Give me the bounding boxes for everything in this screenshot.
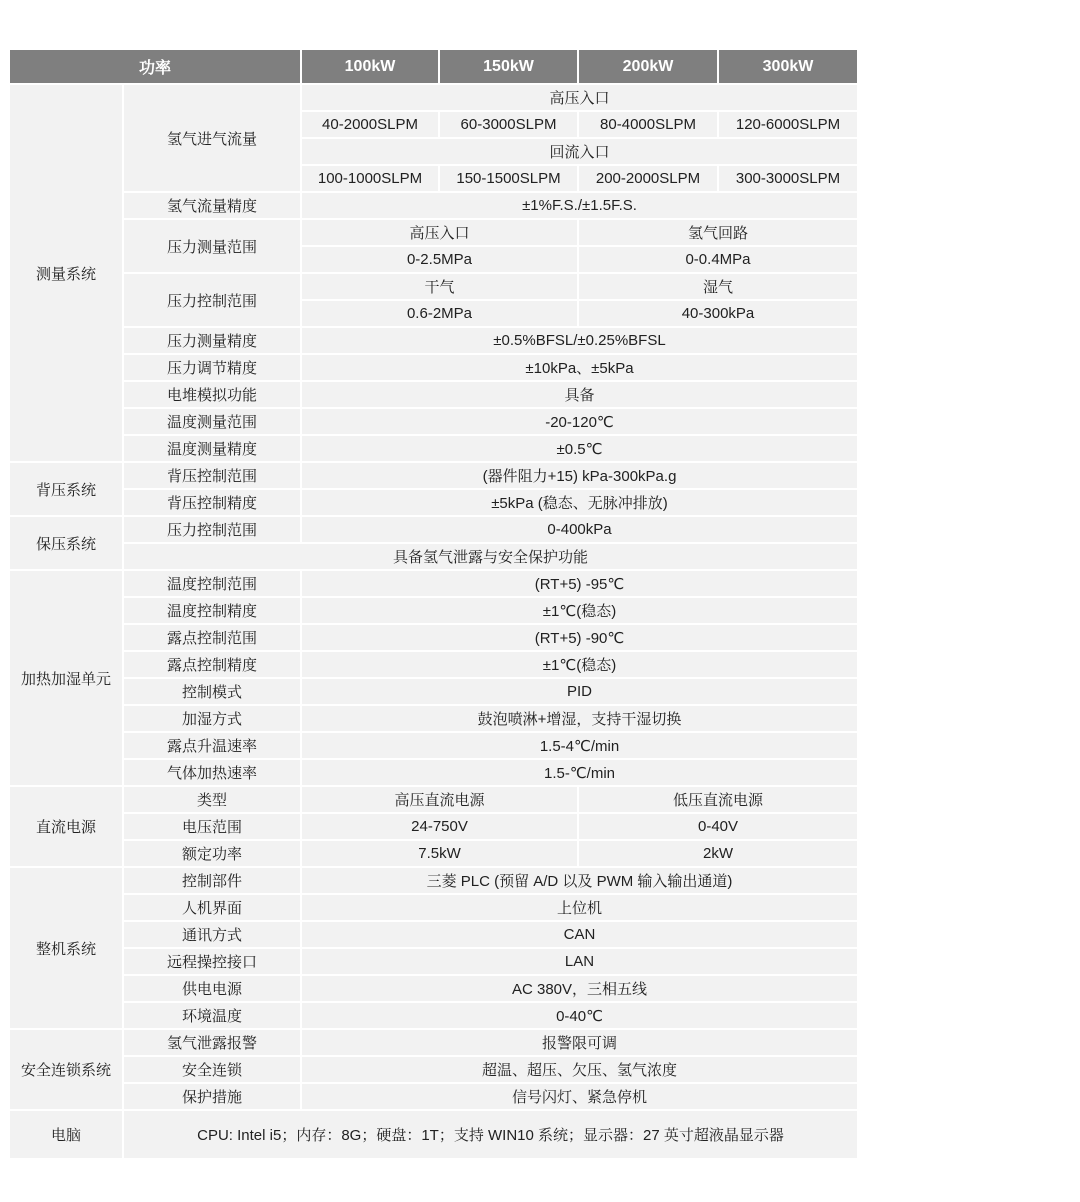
value-dc-rated-hv: 7.5kW — [302, 841, 577, 866]
value-holding-range: 0-400kPa — [302, 517, 857, 542]
section-holding: 保压系统 — [10, 517, 122, 569]
value-sys-ambient: 0-40℃ — [302, 1003, 857, 1028]
value-dc-voltage-lv: 0-40V — [579, 814, 857, 839]
subheader-pressure-h2loop: 氢气回路 — [579, 220, 857, 245]
label-pressure-control: 压力控制范围 — [124, 274, 300, 326]
header-col-300kw: 300kW — [719, 50, 857, 83]
value-gas-heat-rate: 1.5-℃/min — [302, 760, 857, 785]
value-wet-gas: 40-300kPa — [579, 301, 857, 326]
label-dc-type: 类型 — [124, 787, 300, 812]
value-return-100: 100-1000SLPM — [302, 166, 438, 191]
header-col-150kw: 150kW — [440, 50, 577, 83]
value-dew-rate: 1.5-4℃/min — [302, 733, 857, 758]
label-sys-remote: 远程操控接口 — [124, 949, 300, 974]
label-temp-ctrl-range: 温度控制范围 — [124, 571, 300, 596]
row-dew-acc — [10, 652, 857, 677]
value-dc-rated-lv: 2kW — [579, 841, 857, 866]
label-dc-rated: 额定功率 — [124, 841, 300, 866]
label-temp-range: 温度测量范围 — [124, 409, 300, 434]
row-computer — [10, 1111, 857, 1158]
label-temp-ctrl-acc: 温度控制精度 — [124, 598, 300, 623]
label-sys-control: 控制部件 — [124, 868, 300, 893]
value-dry-gas: 0.6-2MPa — [302, 301, 577, 326]
value-sys-remote: LAN — [302, 949, 857, 974]
section-dc-power: 直流电源 — [10, 787, 122, 866]
row-dc-type — [10, 787, 857, 812]
subheader-wet-gas: 湿气 — [579, 274, 857, 299]
value-stack-sim: 具备 — [302, 382, 857, 407]
row-flow-accuracy — [10, 193, 857, 218]
value-sys-supply: AC 380V，三相五线 — [302, 976, 857, 1001]
row-stack-sim — [10, 382, 857, 407]
row-dc-voltage — [10, 814, 857, 839]
value-temp-accuracy: ±0.5℃ — [302, 436, 857, 461]
value-backpressure-accuracy: ±5kPa (稳态、无脉冲排放) — [302, 490, 857, 515]
value-backpressure-range: (器件阻力+15) kPa-300kPa.g — [302, 463, 857, 488]
row-ctrl-mode — [10, 679, 857, 704]
row-dew-range — [10, 625, 857, 650]
row-temp-ctrl-acc — [10, 598, 857, 623]
header-col-200kw: 200kW — [579, 50, 717, 83]
label-pressure-adjust: 压力调节精度 — [124, 355, 300, 380]
row-sys-hmi — [10, 895, 857, 920]
value-hp-200: 80-4000SLPM — [579, 112, 717, 137]
row-holding-range — [10, 517, 857, 542]
value-safety-leak: 报警限可调 — [302, 1030, 857, 1055]
value-pressure-adjust: ±10kPa、±5kPa — [302, 355, 857, 380]
label-ctrl-mode: 控制模式 — [124, 679, 300, 704]
label-gas-heat-rate: 气体加热速率 — [124, 760, 300, 785]
row-pressure-range-header — [10, 220, 857, 245]
value-hp-100: 40-2000SLPM — [302, 112, 438, 137]
label-pressure-accuracy: 压力测量精度 — [124, 328, 300, 353]
row-safety-protection — [10, 1084, 857, 1109]
label-humid-method: 加湿方式 — [124, 706, 300, 731]
subheader-hp-inlet: 高压入口 — [302, 85, 857, 110]
value-pressure-accuracy: ±0.5%BFSL/±0.25%BFSL — [302, 328, 857, 353]
row-temp-ctrl-range — [10, 571, 857, 596]
value-sys-hmi: 上位机 — [302, 895, 857, 920]
value-safety-interlock: 超温、超压、欠压、氢气浓度 — [302, 1057, 857, 1082]
label-temp-accuracy: 温度测量精度 — [124, 436, 300, 461]
value-temp-range: -20-120℃ — [302, 409, 857, 434]
label-backpressure-range: 背压控制范围 — [124, 463, 300, 488]
label-sys-supply: 供电电源 — [124, 976, 300, 1001]
value-temp-ctrl-acc: ±1℃(稳态) — [302, 598, 857, 623]
value-sys-comm: CAN — [302, 922, 857, 947]
row-humid-method — [10, 706, 857, 731]
value-return-200: 200-2000SLPM — [579, 166, 717, 191]
label-stack-sim: 电堆模拟功能 — [124, 382, 300, 407]
header-col-100kw: 100kW — [302, 50, 438, 83]
row-backpressure-range — [10, 463, 857, 488]
value-return-300: 300-3000SLPM — [719, 166, 857, 191]
row-safety-leak — [10, 1030, 857, 1055]
value-computer: CPU: Intel i5；内存：8G；硬盘：1T；支持 WIN10 系统；显示器：27 英寸超液晶显示器 — [124, 1111, 857, 1158]
label-backpressure-accuracy: 背压控制精度 — [124, 490, 300, 515]
label-dew-range: 露点控制范围 — [124, 625, 300, 650]
label-dew-acc: 露点控制精度 — [124, 652, 300, 677]
section-computer: 电脑 — [10, 1111, 122, 1158]
label-safety-interlock: 安全连锁 — [124, 1057, 300, 1082]
label-dew-rate: 露点升温速率 — [124, 733, 300, 758]
row-temp-range — [10, 409, 857, 434]
header-power: 功率 — [10, 50, 300, 83]
row-gas-heat-rate — [10, 760, 857, 785]
subheader-return-inlet: 回流入口 — [302, 139, 857, 164]
label-holding-range: 压力控制范围 — [124, 517, 300, 542]
header-row — [10, 50, 857, 83]
row-sys-remote — [10, 949, 857, 974]
row-backpressure-accuracy — [10, 490, 857, 515]
row-temp-accuracy — [10, 436, 857, 461]
value-dc-type-hv: 高压直流电源 — [302, 787, 577, 812]
section-measure: 测量系统 — [10, 85, 122, 461]
row-sys-control — [10, 868, 857, 893]
label-pressure-range: 压力测量范围 — [124, 220, 300, 272]
label-dc-voltage: 电压范围 — [124, 814, 300, 839]
section-safety: 安全连锁系统 — [10, 1030, 122, 1109]
row-pressure-accuracy — [10, 328, 857, 353]
subheader-dry-gas: 干气 — [302, 274, 577, 299]
row-pressure-control-header — [10, 274, 857, 299]
row-safety-interlock — [10, 1057, 857, 1082]
row-dc-rated — [10, 841, 857, 866]
value-pressure-hp: 0-2.5MPa — [302, 247, 577, 272]
value-return-150: 150-1500SLPM — [440, 166, 577, 191]
value-dc-type-lv: 低压直流电源 — [579, 787, 857, 812]
subheader-pressure-hp: 高压入口 — [302, 220, 577, 245]
value-safety-protection: 信号闪灯、紧急停机 — [302, 1084, 857, 1109]
row-sys-comm — [10, 922, 857, 947]
spec-table-container — [8, 48, 859, 1160]
value-pressure-h2loop: 0-0.4MPa — [579, 247, 857, 272]
row-dew-rate — [10, 733, 857, 758]
value-dc-voltage-hv: 24-750V — [302, 814, 577, 839]
label-safety-leak: 氢气泄露报警 — [124, 1030, 300, 1055]
value-dew-acc: ±1℃(稳态) — [302, 652, 857, 677]
row-sys-ambient — [10, 1003, 857, 1028]
value-sys-control: 三菱 PLC (预留 A/D 以及 PWM 输入输出通道) — [302, 868, 857, 893]
value-hp-150: 60-3000SLPM — [440, 112, 577, 137]
label-h2-flow: 氢气进气流量 — [124, 85, 300, 191]
label-sys-hmi: 人机界面 — [124, 895, 300, 920]
section-backpressure: 背压系统 — [10, 463, 122, 515]
spec-table — [8, 48, 859, 1160]
row-flow-hp-header — [10, 85, 857, 110]
section-humidifier: 加热加湿单元 — [10, 571, 122, 785]
row-pressure-adjust — [10, 355, 857, 380]
label-sys-comm: 通讯方式 — [124, 922, 300, 947]
value-hp-300: 120-6000SLPM — [719, 112, 857, 137]
value-flow-accuracy: ±1%F.S./±1.5F.S. — [302, 193, 857, 218]
label-sys-ambient: 环境温度 — [124, 1003, 300, 1028]
value-humid-method: 鼓泡喷淋+增湿，支持干湿切换 — [302, 706, 857, 731]
row-holding-feature — [10, 544, 857, 569]
row-sys-supply — [10, 976, 857, 1001]
label-safety-protection: 保护措施 — [124, 1084, 300, 1109]
section-system: 整机系统 — [10, 868, 122, 1028]
value-holding-feature: 具备氢气泄露与安全保护功能 — [124, 544, 857, 569]
label-flow-accuracy: 氢气流量精度 — [124, 193, 300, 218]
value-temp-ctrl-range: (RT+5) -95℃ — [302, 571, 857, 596]
value-dew-range: (RT+5) -90℃ — [302, 625, 857, 650]
value-ctrl-mode: PID — [302, 679, 857, 704]
